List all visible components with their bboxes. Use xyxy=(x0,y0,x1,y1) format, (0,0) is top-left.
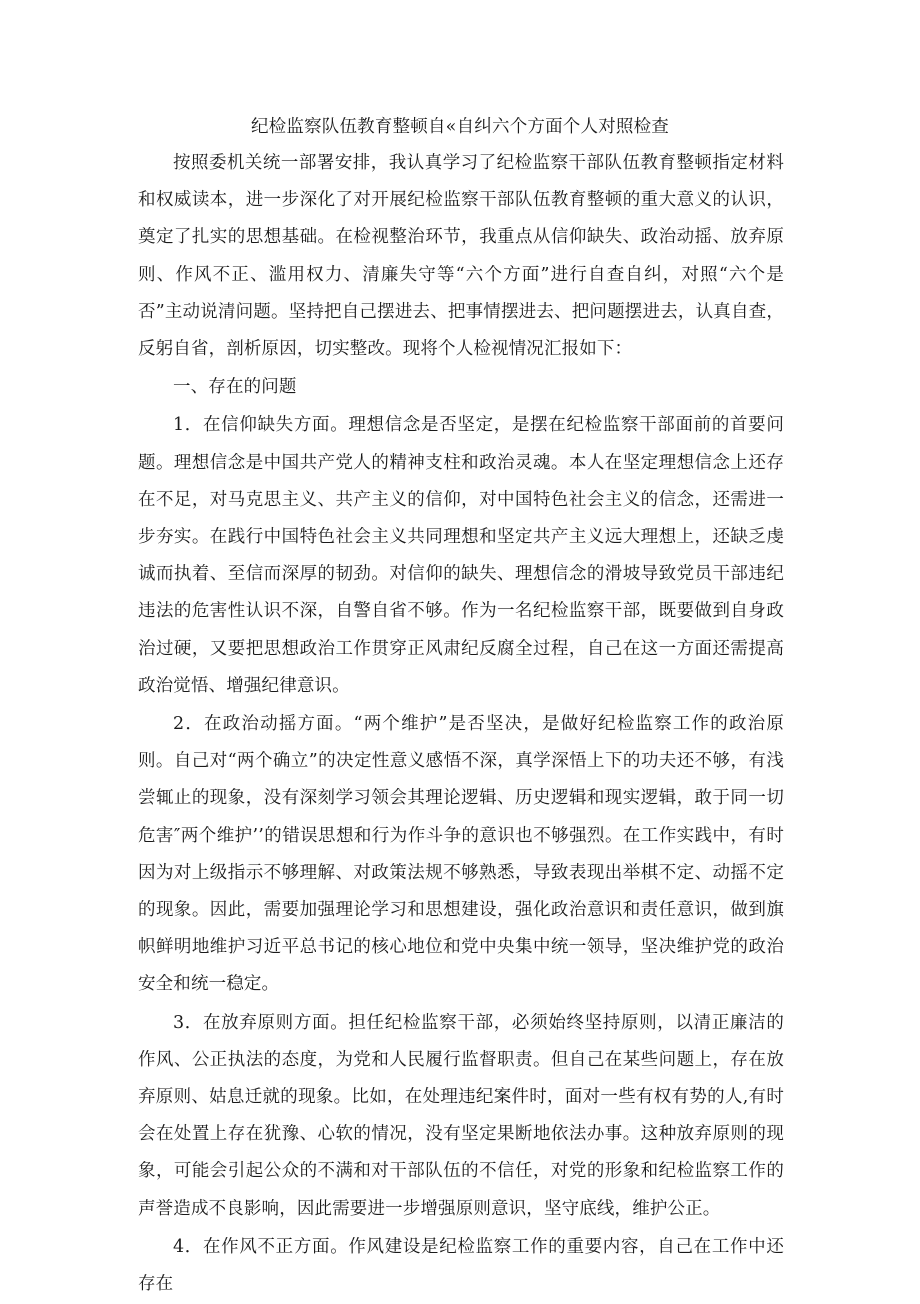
document-body xyxy=(138,145,784,1304)
section-heading-problems: 一、存在的问题 xyxy=(173,377,297,398)
paragraph-work-style: 4．在作风不正方面。作风建设是纪检监察工作的重要内容，自己在工作中还存在 xyxy=(138,1236,784,1295)
intro-paragraph: 按照委机关统一部署安排，我认真学习了纪检监察干部队伍教育整顿指定材料和权威读本，进一步深化了对开展纪检监察干部队伍教育整顿的重大意义的认识，奠定了扎实的思想基础。在检视整治环节，我重点从信仰缺失、政治动摇、放弃原则、作风不正、滥用权力、清廉失守等“六个方面”进行自查自纠，对照“六个是否”主动说清问题。坚持把自己摆进去、把事情摆进去、把问题摆进去，认真自查，反躬自省，剖析原因，切实整改。现将个人检视情况汇报如下： xyxy=(138,153,784,360)
paragraph-politics: 2．在政治动摇方面。“两个维护”是否坚决，是做好纪检监察工作的政治原则。自己对“两个确立”的决定性意义感悟不深，真学深悟上下的功夫还不够，有浅尝辄止的现象，没有深刻学习领会其理论逻辑、历史逻辑和现实逻辑，敢于同一切危害″两个维护’’的错误思想和行为作斗争的意识也不够强烈。在工作实践中，有时因为对上级指示不够理解、对政策法规不够熟悉，导致表现出举棋不定、动摇不定的现象。因此，需要加强理论学习和思想建设，强化政治意识和责任意识，做到旗帜鲜明地维护习近平总书记的核心地位和党中央集中统一领导，坚决维护党的政治安全和统一稳定。 xyxy=(138,714,784,995)
paragraph-belief: 1．在信仰缺失方面。理想信念是否坚定，是摆在纪检监察干部面前的首要问题。理想信念是中国共产党人的精神支柱和政治灵魂。本人在坚定理想信念上还存在不足，对马克思主义、共产主义的信仰，对中国特色社会主义的信念，还需进一步夯实。在践行中国特色社会主义共同理想和坚定共产主义远大理想上，还缺乏虔诚而执着、至信而深厚的韧劲。对信仰的缺失、理想信念的滑坡导致党员干部违纪违法的危害性认识不深，自警自省不够。作为一名纪检监察干部，既要做到自身政治过硬，又要把思想政治工作贯穿正风肃纪反腐全过程，自己在这一方面还需提高政治觉悟、增强纪律意识。 xyxy=(138,415,784,696)
paragraph-principles: 3．在放弃原则方面。担任纪检监察干部，必须始终坚持原则，以清正廉洁的作风、公正执法的态度，为党和人民履行监督职责。但自己在某些问题上，存在放弃原则、姑息迁就的现象。比如，在处理违纪案件时，面对一些有权有势的人,有时会在处置上存在犹豫、心软的情况，没有坚定果断地依法办事。这种放弃原则的现象，可能会引起公众的不满和对干部队伍的不信任，对党的形象和纪检监察工作的声誉造成不良影响，因此需要进一步增强原则意识，坚守底线，维护公正。 xyxy=(138,1012,784,1219)
document-title: 纪检监察队伍教育整顿自«自纠六个方面个人对照检查 xyxy=(250,117,669,137)
